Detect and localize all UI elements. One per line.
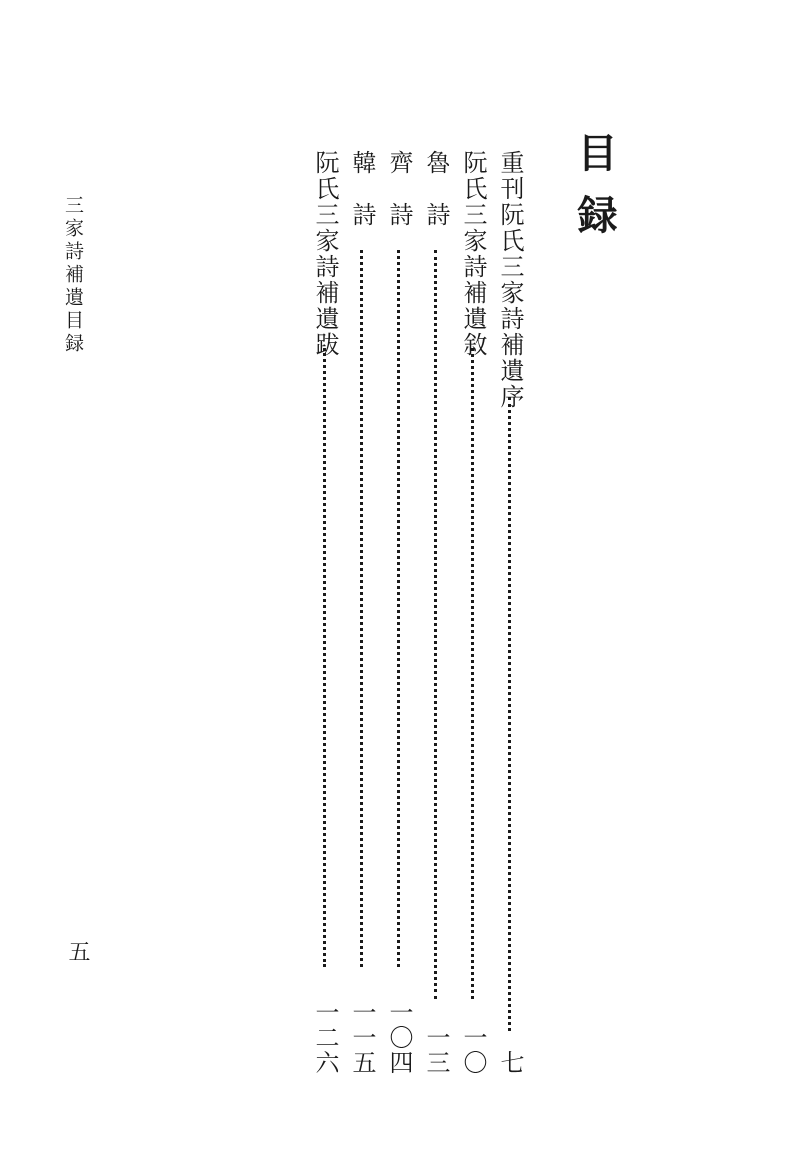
toc-entry-title: 齊 詩 <box>385 150 413 228</box>
toc-leader-dots <box>323 348 326 967</box>
toc-entry-lu-poetry <box>420 150 452 1075</box>
toc-entry-qi-poetry <box>383 150 415 1075</box>
toc-leader-dots <box>508 397 511 1031</box>
toc-entry-introduction <box>457 150 489 1075</box>
toc-leader-dots <box>397 250 400 967</box>
toc-leader-dots <box>434 250 437 999</box>
toc-entry-title: 重刊阮氏三家詩補遺序 <box>496 150 524 410</box>
toc-entry-page: 七 <box>496 1050 524 1075</box>
toc-entry-preface <box>494 150 526 1075</box>
toc-leader-dots <box>360 250 363 967</box>
toc-entry-page: 一〇四 <box>385 1000 413 1075</box>
toc-entry-page: 一二六 <box>311 1000 339 1075</box>
toc-entry-page: 一一五 <box>348 1000 376 1075</box>
toc-entry-page: 一〇 <box>459 1025 487 1075</box>
running-head: 三家詩補遺目録 <box>62 195 84 356</box>
toc-leader-dots <box>471 348 474 999</box>
page-number: 五 <box>65 940 90 962</box>
toc-entry-han-poetry <box>346 150 378 1075</box>
toc-entry-postscript <box>309 150 341 1075</box>
toc-entry-page: 一三 <box>422 1025 450 1075</box>
toc-entry-title: 魯 詩 <box>422 150 450 228</box>
toc-heading: 目録 <box>571 132 618 256</box>
toc-entry-title: 韓 詩 <box>348 150 376 228</box>
toc-entry-title: 阮氏三家詩補遺跋 <box>311 150 339 358</box>
toc-entry-title: 阮氏三家詩補遺敘 <box>459 150 487 358</box>
